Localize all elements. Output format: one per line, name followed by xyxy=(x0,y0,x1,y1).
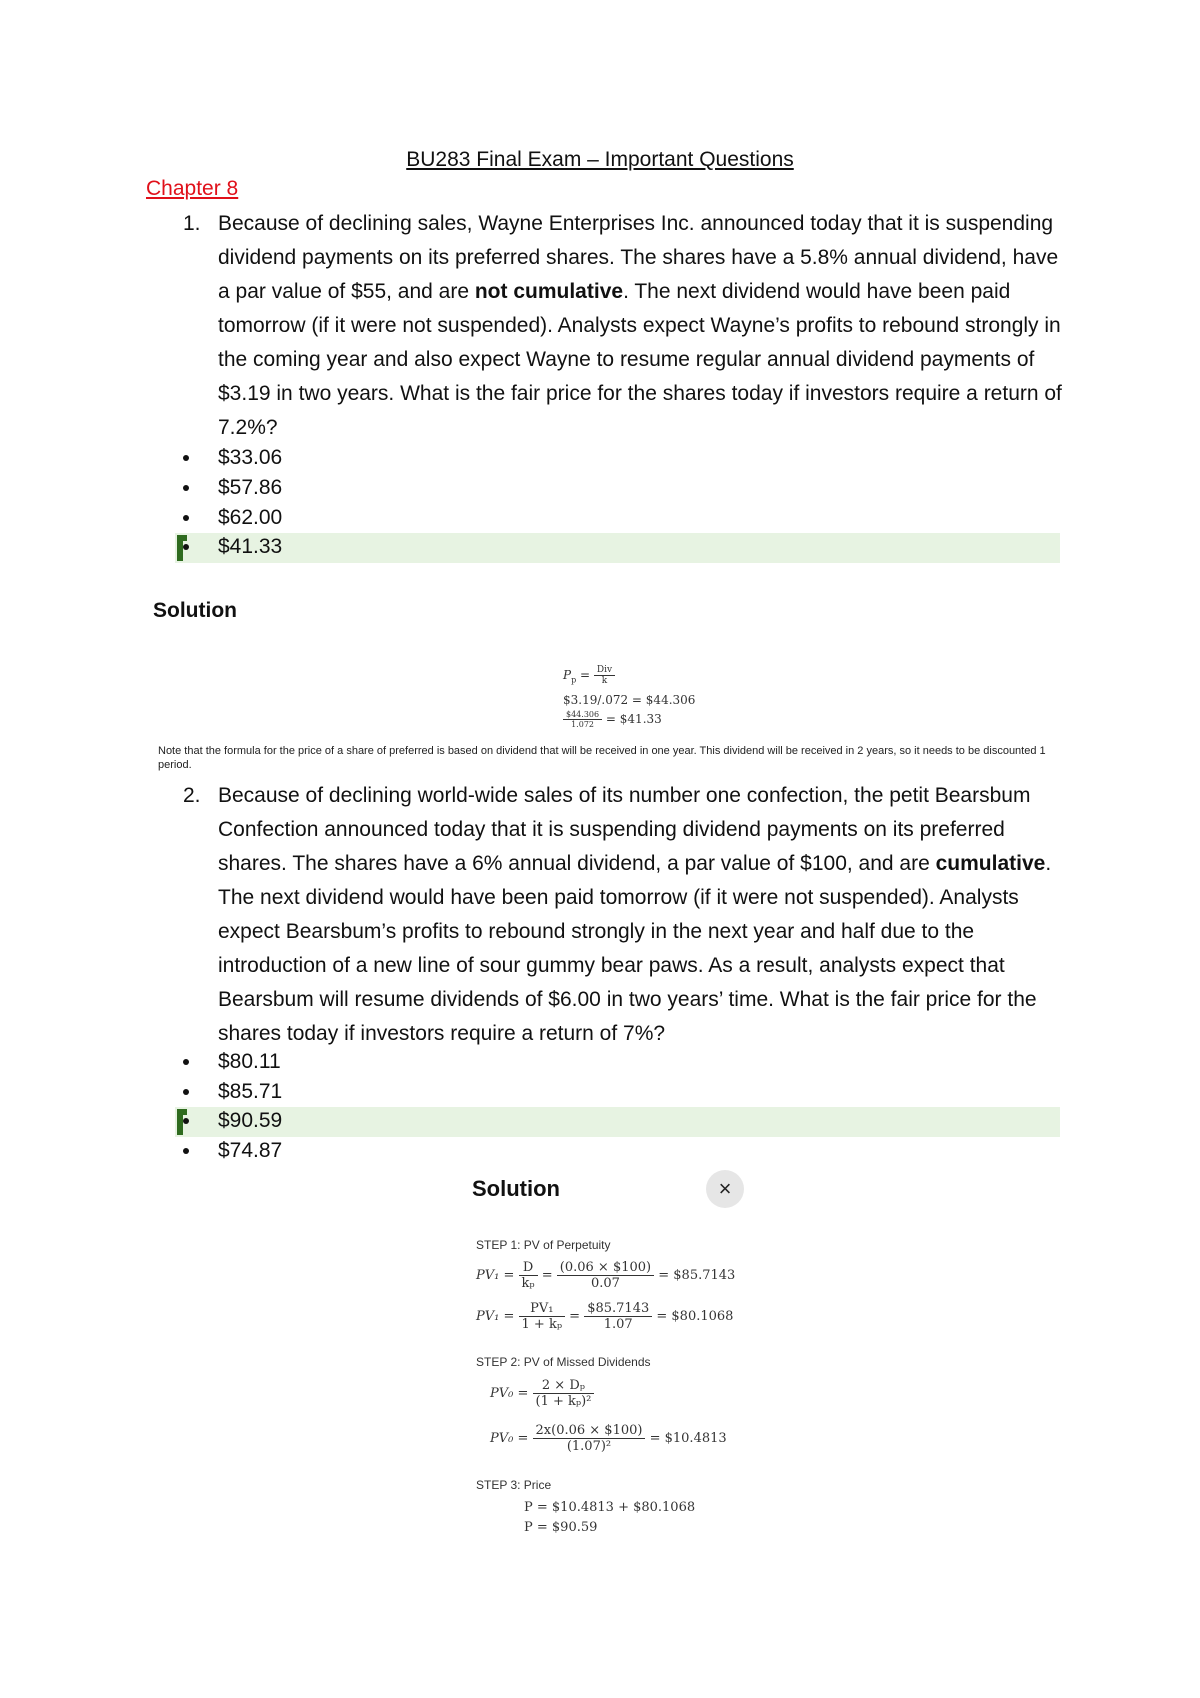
chapter-heading: Chapter 8 xyxy=(146,177,239,200)
bullet-icon xyxy=(183,544,189,550)
bullet-icon xyxy=(183,1118,189,1124)
close-icon[interactable]: × xyxy=(706,1170,744,1208)
q1-option-a[interactable]: $33.06 xyxy=(175,444,1060,474)
step-3-formula-1: P = $10.4813 + $80.1068 xyxy=(524,1500,696,1515)
bullet-icon xyxy=(183,1089,189,1095)
q2-option-d[interactable]: $74.87 xyxy=(175,1137,1060,1167)
q1-formula-1: $P_p$ = $\frac{\text{Div}}{k}$ xyxy=(563,665,615,686)
q1-solution-note: Note that the formula for the price of a share of preferred is based on dividend that will be received in one year. This dividend will be received in 2 years, so it needs to be discounted 1 period. xyxy=(158,745,1046,771)
step-1-formula-2: PV₁ = $\frac{\text{PV₁}}{\text{1 + kₚ}}$ = $\frac{\$85.7143}{1.07}$ = $80.1068 xyxy=(476,1301,734,1332)
step-1-label: STEP 1: PV of Perpetuity xyxy=(476,1238,611,1252)
question-1-text: Because of declining sales, Wayne Enterprises Inc. announced today that it is suspending dividend payments on its preferred shares. The shares have a 5.8% annual dividend, have a par value of $55, and are not cumulative. The next dividend would have been paid tomorrow (if it were not suspended). Analysts expect Wayne’s profits to rebound strongly in the coming year and also expect Wayne to resume regular annual dividend payments of $3.19 in two years. What is the fair price for the shares today if investors require a return of 7.2%? xyxy=(218,212,1062,439)
step-3-formula-2: P = $90.59 xyxy=(524,1520,598,1535)
question-1-number: 1. xyxy=(183,212,201,235)
q1-option-c[interactable]: $62.00 xyxy=(175,504,1060,534)
q2-option-a[interactable]: $80.11 xyxy=(175,1048,1060,1078)
q1-solution-heading: Solution xyxy=(153,599,237,622)
step-2-formula-2: PV₀ = $\frac{2x(0.06 \times \$100)}{\text{(1.07)²}}$ = $10.4813 xyxy=(490,1423,727,1454)
q1-formula-2: $3.19/.072 = $44.306 xyxy=(563,693,696,707)
step-2-label: STEP 2: PV of Missed Dividends xyxy=(476,1355,651,1369)
q2-option-b[interactable]: $85.71 xyxy=(175,1078,1060,1108)
q2-option-c-correct[interactable]: $90.59 xyxy=(175,1107,1060,1137)
step-2-formula-1: PV₀ = $\frac{\text{2 × Dₚ}}{\text{(1 + kₚ)²}}$ xyxy=(490,1378,594,1409)
q1-option-d-correct[interactable]: $41.33 xyxy=(175,533,1060,563)
q1-option-b[interactable]: $57.86 xyxy=(175,474,1060,504)
q1-formula-3: $\frac{\$44.306}{1.072}$ = $41.33 xyxy=(563,710,662,729)
question-2-number: 2. xyxy=(183,784,201,807)
emphasis-not-cumulative: not cumulative xyxy=(474,280,624,303)
bullet-icon xyxy=(183,485,189,491)
bullet-icon xyxy=(183,1059,189,1065)
document-title: BU283 Final Exam – Important Questions xyxy=(406,148,794,171)
q2-solution-heading: Solution xyxy=(472,1176,560,1201)
bullet-icon xyxy=(183,515,189,521)
bullet-icon xyxy=(183,455,189,461)
emphasis-cumulative: cumulative xyxy=(935,852,1046,875)
step-1-formula-1: PV₁ = $\frac{D}{\text{kₚ}}$ = $\frac{(0.06 \times \$100)}{0.07}$ = $85.7143 xyxy=(476,1260,736,1291)
bullet-icon xyxy=(183,1148,189,1154)
question-2-text: Because of declining world-wide sales of its number one confection, the petit Bearsbum Confection announced today that it is suspending dividend payments on its preferred shares. The shares have a 6% annual dividend, a par value of $100, and are cumulative. The next dividend would have been paid tomorrow (if it were not suspended). Analysts expect Bearsbum’s profits to rebound strongly in the next year and half due to the introduction of a new line of sour gummy bear paws. As a result, analysts expect that Bearsbum will resume dividends of $6.00 in two years’ time. What is the fair price for the shares today if investors require a return of 7%? xyxy=(218,784,1052,1045)
step-3-label: STEP 3: Price xyxy=(476,1478,552,1492)
